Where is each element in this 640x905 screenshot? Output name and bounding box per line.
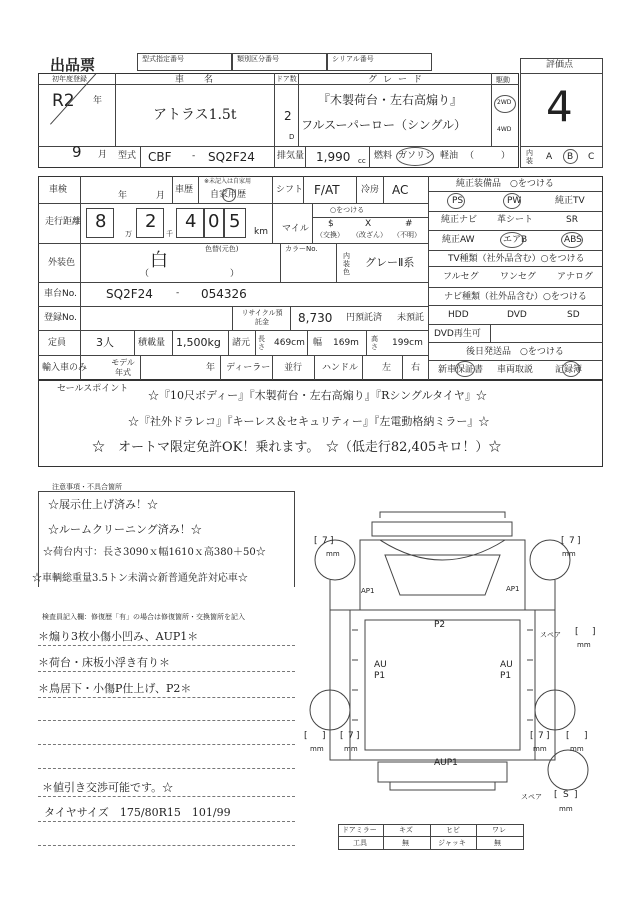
equip-navi: 純正ナビ [441,215,478,225]
ac-label: 冷房 [361,185,380,195]
recycle-unit: 円預託済 [346,313,383,323]
interior-c: C [588,152,595,162]
damage-row-tools: 工具 [353,839,367,847]
width-label: 幅 [313,338,323,348]
tire-fr-unit: mm [562,550,576,558]
displacement-label: 排気量 [277,151,305,161]
tire-rr-bracket-close: ] [546,731,550,741]
history-note: ※未記入は自家用 [204,178,252,185]
shift-value: F/AT [314,183,340,197]
car-name-label: 車名 [175,75,234,85]
ap1-right: AP1 [506,585,520,593]
interior-label: 内装 [526,149,533,165]
mile-unknown: （不明） [393,231,421,239]
equip-ps: PS [452,196,464,206]
chassis-label: 車台No. [44,289,77,299]
rating-value: 4 [546,82,573,131]
note-1: ☆展示仕上げ済み！☆ [48,498,158,511]
spare-2-value: S [563,790,569,800]
spare-2-unit: mm [559,805,573,813]
recycle-status: 未預託 [397,313,425,323]
equip-ps-circle[interactable] [447,193,465,209]
category-label: 類別区分番号 [237,55,279,63]
color-paren: （ ） [140,269,240,279]
tire-rl-value: 7 [348,731,354,741]
tire-fl-value: 7 [322,536,328,546]
tire-fl-bracket: [ [314,536,318,546]
aup1-left-b: P1 [374,671,386,681]
equip-airbag: エアB [503,235,528,245]
tire-fr-bracket-close: ] [577,536,581,546]
interior-b: B [567,152,574,162]
tire-fr-value: 7 [569,536,575,546]
damage-header-crack: ヒビ [446,826,460,834]
doors-sub: D [289,133,295,141]
sales-line2: ☆『社外ドラレコ』『キーレス＆セキュリティー』『左電動格納ミラー』☆ [128,415,490,428]
tire-rr2-unit: mm [570,745,584,753]
serial-label: シリアル番号 [332,55,374,63]
doors-label: ドア数 [276,75,297,83]
docs-record: 記録簿 [555,365,583,375]
negotiable-note: ＊値引き交渉可能です。☆ [42,781,174,794]
model-year-label: モデル年式 [111,358,135,377]
history-value: 自家用歴 [210,190,247,200]
reg-label: 登録No. [44,313,77,323]
first-reg-era: R2 [52,91,75,111]
model-label: 型式 [118,151,137,161]
equip-abs: ABS [564,235,582,245]
aup1-bottom: AUP1 [434,758,458,768]
sales-label: セールスポイント [57,384,129,394]
equip-airbag-circle[interactable] [500,232,524,248]
aup1-right-b: P1 [500,671,512,681]
tire-rl-unit: mm [344,745,358,753]
inspector-line2: ＊荷台・床板小浮き有り＊ [38,656,170,669]
import-label: 輸入車のみ [42,363,88,373]
tire-rl2-bracket: [ [304,731,308,741]
mile-label: マイル [282,224,309,234]
fuel-label: 燃料 [374,151,393,161]
inspection-month: 月 [156,191,166,201]
inspector-line3: ＊鳥居下・小傷P仕上げ、P2＊ [38,682,192,695]
shift-label: シフト [276,185,304,195]
tire-rr-bracket: [ [530,731,534,741]
load-value: 1,500kg [176,336,221,349]
tire-rl2-unit: mm [310,745,324,753]
displacement-value: 1,990 [316,150,351,164]
navi-dvd: DVD [507,310,527,320]
equip-leather: 革シート [497,215,534,225]
equip-sr: SR [566,215,578,225]
navi-hdd: HDD [448,310,469,320]
mileage-d5: 5 [229,211,241,232]
right-label: 右 [411,363,421,373]
spare-2-label: スペア [521,793,542,801]
aup1-left-a: AU [374,660,387,670]
mileage-label: 走行距離 [45,217,82,227]
dvd-label: DVD再生可 [434,329,481,339]
mileage-d4: 0 [208,211,220,232]
docs-record-circle[interactable] [562,361,580,377]
equip-tv: 純正TV [555,196,585,206]
recycle-label: リサイクル預託金 [241,309,283,326]
year-unit: 年 [93,96,103,106]
note-4: ☆車輌総重量3.5トン未満☆新普通免許対応車☆ [32,573,248,584]
mile-tamper: （改ざん） [352,231,387,239]
ac-value: AC [392,183,409,197]
aftermarket-label: 並行 [284,363,303,373]
docs-label: 後日発送品 ○をつける [466,347,564,357]
inspection-year: 年 [118,191,128,201]
navi-sd: SD [567,310,580,320]
mileage-d3: 4 [185,211,197,232]
sales-line3: ☆ オートマ限定免許OK！乗れます。 ☆（低走行82,405キロ！）☆ [92,440,502,455]
tv-oneseg: ワンセグ [500,272,537,282]
navi-label: ナビ種類（社外品含む）○をつける [444,292,587,302]
spare-1-bracket-close: ] [592,627,596,637]
equip-pw-circle[interactable] [503,193,521,209]
grade-line2: フルスーパーロー（シングル） [301,118,467,132]
month-unit: 月 [98,150,108,160]
capacity-label: 定員 [48,338,67,348]
dims-label: 諸元 [232,338,251,348]
dealer-label: ディーラー [226,363,271,373]
form-title: 出品票 [50,56,96,74]
damage-row-jack: ジャッキ [438,839,466,847]
int-color-label: 内装色 [343,252,350,276]
note-2: ☆ルームクリーニング済み！☆ [48,523,202,536]
tire-rl-bracket-close: ] [356,731,360,741]
damage-header-scratch: キズ [399,826,413,834]
ap1-left: AP1 [361,587,375,595]
cc-unit: cc [358,157,366,165]
sales-line1: ☆『10尺ボディー』『木製荷台・左右高煽り』『Rシングルタイヤ』☆ [148,389,487,402]
damage-header-mirror: ドアミラー [342,826,377,834]
notes-label: 注意事項・不具合箇所 [52,483,122,491]
mile-header: ○をつける [330,206,365,214]
genuine-label: 純正装備品 ○をつける [456,179,554,189]
tire-fl-unit: mm [326,550,340,558]
color-value: 白 [150,250,168,271]
tire-rr-value: 7 [538,731,544,741]
tire-rr-unit: mm [533,745,547,753]
doors-value: 2 [284,109,292,123]
tire-fl-bracket-close: ] [330,536,334,546]
chassis-dash: - [176,288,180,298]
tv-fullseg: フルセグ [443,272,479,282]
length-value: 469cm [274,338,305,348]
spare-2-bracket-close: ] [574,790,578,800]
grade-label: グレード [368,75,429,85]
first-reg-label: 初年度登録 [52,75,87,83]
tv-label: TV種類（社外品含む）○をつける [448,254,585,264]
mile-dollar: $ [328,219,334,229]
inspector-label: 検査員記入欄：修復歴「有」の場合は修復箇所・交換箇所を記入 [42,613,245,621]
capacity-value: 3人 [96,336,114,349]
model-value: CBF [148,150,172,164]
width-value: 169m [333,338,359,348]
equip-abs-circle[interactable] [561,232,583,248]
mile-hash: # [405,219,413,229]
mileage-d2: 2 [145,211,157,232]
history-label: 車歴 [175,185,194,195]
mile-x: X [365,219,372,229]
spare-1-unit: mm [577,641,591,649]
height-value: 199cm [392,338,423,348]
rating-label: 評価点 [546,60,574,70]
equip-aw: 純正AW [442,235,475,245]
p2-label: P2 [434,620,446,630]
spare-1-bracket: [ [575,627,579,637]
handle-label: ハンドル [322,363,359,373]
model-dash: - [192,151,196,161]
drive-label: 駆動 [496,76,510,84]
unit-sen: 千 [166,230,173,238]
damage-header-broken: ワレ [492,826,506,834]
spare-2-bracket: [ [554,790,558,800]
docs-warranty-circle[interactable] [455,361,475,377]
equip-pw: PW [507,196,522,206]
length-label: 長さ [258,335,265,351]
tire-size: タイヤサイズ 175/80R15 101/99 [44,806,231,819]
docs-manual: 車両取説 [497,365,534,375]
history-circle [222,188,236,202]
color-sub-label: 色替(元色) [205,245,239,253]
grade-line1: 『木製荷台・左右高煽り』 [318,93,463,107]
interior-a: A [546,152,553,162]
color-no-label: カラーNo. [285,245,318,253]
model-code: SQ2F24 [208,150,255,164]
inspection-label: 車検 [49,185,68,195]
tire-fr-bracket: [ [561,536,565,546]
fuel-light: 軽油 [440,151,459,161]
fuel-gasoline: ガソリン [398,151,435,161]
model-year-unit: 年 [206,363,216,373]
type-designation-label: 型式指定番号 [142,55,184,63]
recycle-value: 8,730 [298,311,333,325]
chassis-code: SQ2F24 [106,287,153,301]
first-reg-month: 9 [72,143,82,161]
unit-man: 万 [125,230,132,238]
km-unit: km [254,227,268,237]
aup1-right-a: AU [500,660,513,670]
drive-2wd: 2WD [497,99,512,106]
docs-warranty: 新車保証書 [438,365,484,375]
height-label: 高さ [371,335,378,351]
note-3: ☆荷台内寸：長さ3090ｘ幅1610ｘ高380＋50☆ [43,547,266,558]
car-name: アトラス1.5t [153,107,237,123]
mile-exchange: （交換） [316,231,344,239]
tire-rr2-bracket-close: ] [584,731,588,741]
tire-rl2-bracket-close: ] [322,731,326,741]
damage-row-tools-value: 無 [402,839,409,847]
color-label: 外装色 [48,258,76,268]
chassis-number: 054326 [201,287,247,301]
mileage-d1: 8 [95,211,107,232]
tire-rr2-bracket: [ [566,731,570,741]
load-label: 積載量 [138,338,166,348]
inspector-line1: ＊煽り3枚小傷小凹み、AUP1＊ [38,630,199,643]
fuel-other: （ ） [465,151,511,161]
spare-1-label: スペア [540,631,561,639]
int-color-value: グレーⅡ系 [365,256,415,269]
left-label: 左 [382,363,392,373]
tire-rl-bracket: [ [340,731,344,741]
damage-row-jack-value: 無 [494,839,501,847]
drive-4wd: 4WD [497,126,512,133]
tv-analog: アナログ [557,272,594,282]
